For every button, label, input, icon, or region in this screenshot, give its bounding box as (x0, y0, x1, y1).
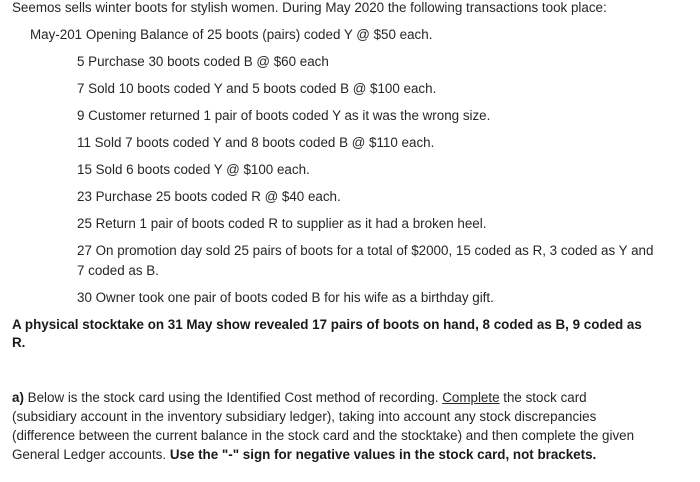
transaction-item: 9 Customer returned 1 pair of boots coded Y as it was the wrong size. (77, 108, 491, 123)
transaction-item: 7 Sold 10 boots coded Y and 5 boots coded B @ $100 each. (77, 81, 437, 96)
question-line-2: (subsidiary account in the inventory subsidiary ledger), taking into account any stock discrepancies (12, 409, 597, 424)
question-line-4 (12, 447, 596, 463)
question-text: General Ledger accounts. (12, 447, 170, 462)
transaction-item: 15 Sold 6 boots coded Y @ $100 each. (77, 162, 310, 177)
transaction-item: 5 Purchase 30 boots coded B @ $60 each (77, 54, 329, 69)
opening-balance: May-201 Opening Balance of 25 boots (pairs) coded Y @ $50 each. (30, 27, 433, 42)
stocktake-note: A physical stocktake on 31 May show revealed 17 pairs of boots on hand, 8 coded as B, 9 coded as (12, 317, 642, 332)
question-line-3: (difference between the current balance in the stock card and the stocktake) and then complete the given (12, 428, 635, 443)
transaction-item-owner: 30 Owner took one pair of boots coded B for his wife as a birthday gift. (77, 290, 494, 305)
transaction-item: 11 Sold 7 boots coded Y and 8 boots coded B @ $110 each. (77, 135, 435, 150)
instruction-bold: Use the "-" sign for negative values in the stock card, not brackets. (169, 447, 597, 462)
question-line-1 (12, 390, 587, 406)
intro-text: Seemos sells winter boots for stylish women. During May 2020 the following transactions took place: (12, 0, 607, 15)
complete-link: Complete (442, 390, 500, 405)
question-label: a) (12, 390, 24, 405)
transaction-item-promo-cont: 7 coded as B. (77, 263, 159, 278)
transaction-item: 23 Purchase 25 boots coded R @ $40 each. (77, 189, 341, 204)
transaction-item-promo: 27 On promotion day sold 25 pairs of boots for a total of $2000, 15 coded as R, 3 coded as Y and (77, 243, 654, 258)
stocktake-note-cont: R. (12, 335, 26, 350)
transaction-item: 25 Return 1 pair of boots coded R to supplier as it had a broken heel. (77, 216, 487, 231)
question-text: Below is the stock card using the Identified Cost method of recording. (23, 390, 443, 405)
question-text: the stock card (499, 390, 587, 405)
